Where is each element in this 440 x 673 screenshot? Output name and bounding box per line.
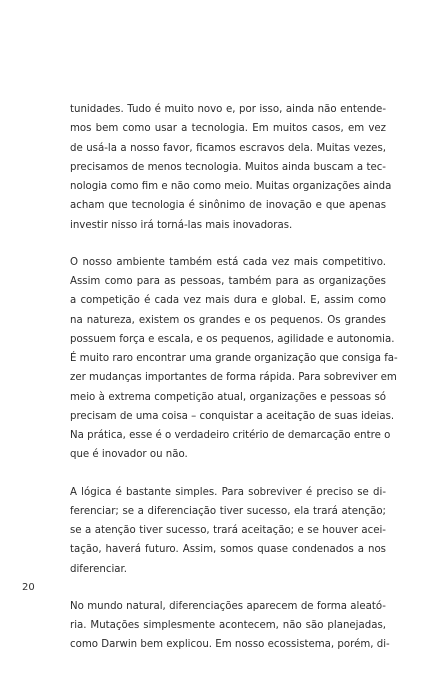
text-line: nologia como fim e não como meio. Muitas organizações ainda [70,181,392,192]
text-line: como Darwin bem explicou. Em nosso ecossistema, porém, di- [70,639,390,651]
text-line: ferenciar; se a diferenciação tiver sucesso, ela trará atenção; [70,505,386,517]
text-line: tunidades. Tudo é muito novo e, por isso, ainda não entende- [70,104,386,115]
text-line: a competição é cada vez mais dura e global. E, assim como [70,295,386,307]
text-line: mos bem como usar a tecnologia. Em muitos casos, em vez [70,123,386,135]
text-line: investir nisso irá torná-las mais inovadoras. [70,219,293,231]
paragraph-1 [70,100,392,235]
page-number: 20 [22,582,35,593]
paragraph-2 [70,253,398,465]
text-line: na natureza, existem os grandes e os pequenos. Os grandes [70,314,386,326]
text-line: acham que tecnologia é sinônimo de inovação e que apenas [70,200,386,212]
text-line: meio à extrema competição atual, organizações e pessoas só [70,391,386,403]
text-line: O nosso ambiente também está cada vez mais competitivo. [70,256,386,268]
text-line: precisamos de menos tecnologia. Muitos ainda buscam a tec- [70,161,386,173]
text-line: diferenciar. [70,563,128,575]
text-line: de usá-la a nosso favor, ficamos escravos dela. Muitas vezes, [70,142,386,154]
text-line: Na prática, esse é o verdadeiro critério de demarcação entre o [70,430,391,441]
text-line: precisam de uma coisa – conquistar a aceitação de suas ideias. [70,410,395,422]
text-line: zer mudanças importantes de forma rápida. Para sobreviver em [70,372,397,384]
text-line: No mundo natural, diferenciações aparecem de forma aleató- [70,600,386,612]
text-line: ria. Mutações simplesmente acontecem, não são planejadas, [70,620,386,631]
text-line: A lógica é bastante simples. Para sobreviver é preciso se di- [70,486,386,498]
paragraph-3 [70,483,386,579]
text-line: possuem força e escala, e os pequenos, agilidade e autonomia. [70,333,395,345]
paragraph-4 [70,597,390,655]
text-line: se a atenção tiver sucesso, trará aceitação; e se houver acei- [70,525,386,536]
text-line: Assim como para as pessoas, também para as organizações [70,276,386,287]
text-line: que é inovador ou não. [70,449,188,461]
text-line: É muito raro encontrar uma grande organização que consiga fa- [70,353,398,364]
text-line: tação, haverá futuro. Assim, somos quase condenados a nos [70,544,386,556]
body-text [70,100,398,673]
